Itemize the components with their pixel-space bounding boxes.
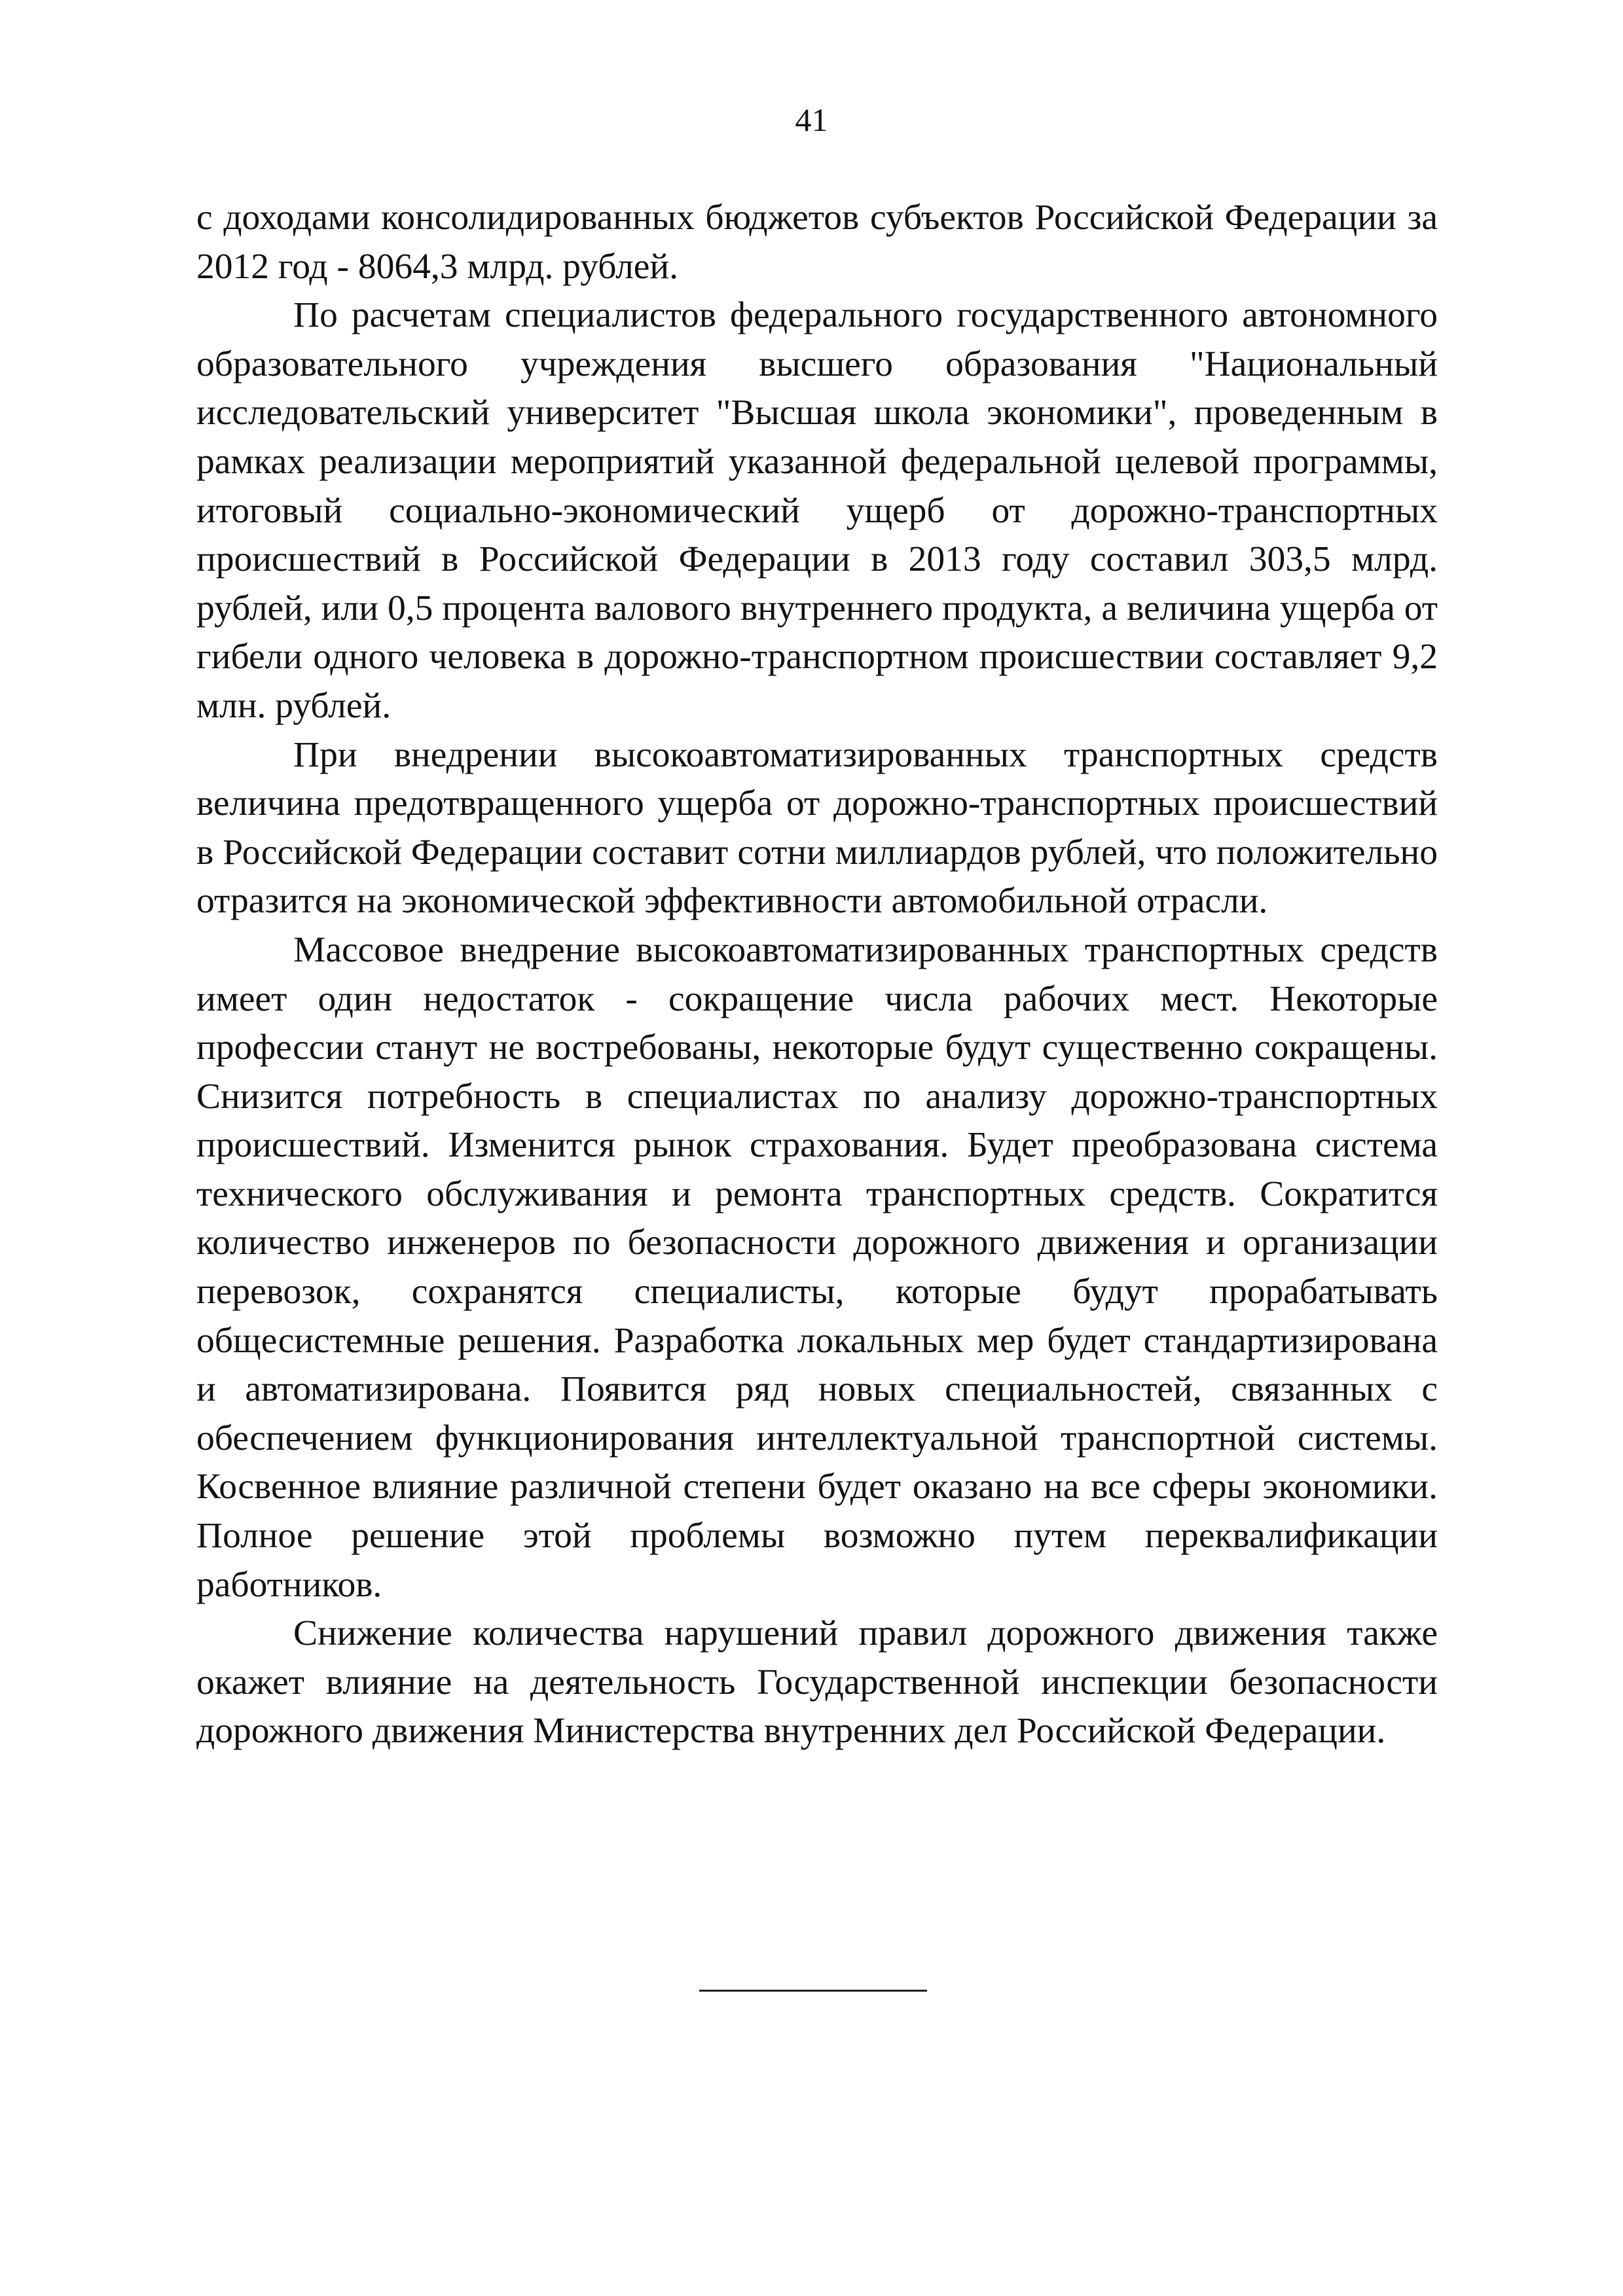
paragraph-job-impact: Массовое внедрение высокоавтоматизированных транспортных средств имеет один недостаток - сокращение числа рабочих мест. Некоторые профессии станут не востребованы, некоторые будут существенно сокращены. Снизится потребность в специалистах по анализу дорожно-транспортных происшествий. Изменится рынок страхования. Будет преобразована система технического обслуживания и ремонта транспортных средств. Сократится количество инженеров по безопасности дорожного движения и организации перевозок, сохранятся специалисты, которые будут прорабатывать общесистемные решения. Разработка локальных мер будет стандартизирована и автоматизирована. Появится ряд новых специальностей, связанных с обеспечением функционирования интеллектуальной транспортной системы. Косвенное влияние различной степени будет оказано на все сферы экономики. Полное решение этой проблемы возможно путем переквалификации работников. xyxy=(196,929,1438,1605)
paragraph-traffic-inspection: Снижение количества нарушений правил дорожного движения также окажет влияние на деятельность Государственной инспекции безопасности дорожного движения Министерства внутренних дел Российской Федерации. xyxy=(196,1613,1438,1751)
end-of-text-rule xyxy=(699,1990,927,1992)
paragraph-damage-estimate: По расчетам специалистов федерального государственного автономного образовательного учреждения высшего образования "Национальный исследовательский университет "Высшая школа экономики", проведенным в рамках реализации мероприятий указанной федеральной целевой программы, итоговый социально-экономический ущерб от дорожно-транспортных происшествий в Российской Федерации в 2013 году составил 303,5 млрд. рублей, или 0,5 процента валового внутреннего продукта, а величина ущерба от гибели одного человека в дорожно-транспортном происшествии составляет 9,2 млн. рублей. xyxy=(196,295,1438,726)
paragraph-prevented-damage: При внедрении высокоавтоматизированных транспортных средств величина предотвращенного ущерба от дорожно-транспортных происшествий в Российской Федерации составит сотни миллиардов рублей, что положительно отразится на экономической эффективности автомобильной отрасли. xyxy=(196,734,1438,922)
paragraph-continuation: с доходами консолидированных бюджетов субъектов Российской Федерации за 2012 год - 8064,3 млрд. рублей. xyxy=(196,198,1438,287)
document-body xyxy=(196,194,1438,1756)
page-number: 41 xyxy=(795,101,828,138)
